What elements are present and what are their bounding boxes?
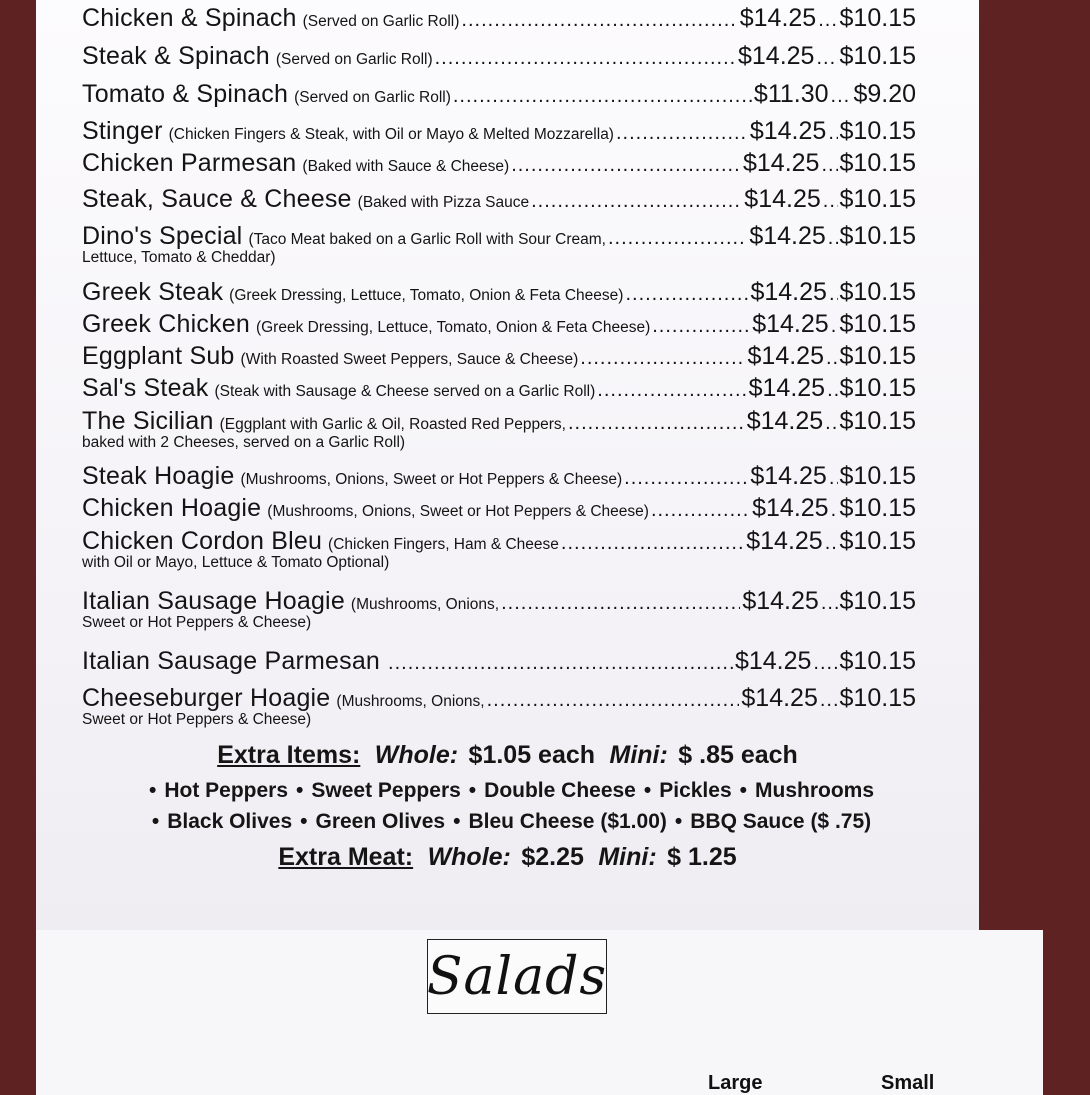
item-price-large: $14.25 <box>734 647 812 675</box>
menu-item-row <box>82 149 916 183</box>
item-name: Chicken Hoagie <box>82 494 262 522</box>
extra-whole-price: $1.05 each <box>468 741 596 769</box>
item-price-small: $10.15 <box>839 117 916 145</box>
dot-leader <box>453 85 752 108</box>
item-price-large: $14.25 <box>742 587 819 615</box>
extra-option <box>141 779 288 802</box>
extra-items-line <box>36 741 979 770</box>
dot-leader <box>831 315 838 338</box>
item-description: (Mushrooms, Onions, Sweet or Hot Peppers & Cheese) <box>267 503 649 520</box>
item-description-continued: Sweet or Hot Peppers & Cheese) <box>82 711 312 728</box>
column-large-label: Large <box>708 1072 763 1094</box>
item-price-small: $10.15 <box>839 527 916 555</box>
item-description: (With Roasted Sweet Peppers, Sauce & Cheese) <box>240 351 579 368</box>
dot-leader <box>825 412 837 435</box>
extra-topping: Green Olives <box>315 810 446 833</box>
extra-option <box>288 779 461 802</box>
extra-topping: Bleu Cheese ($1.00) <box>468 810 667 833</box>
column-small-label: Small <box>881 1072 935 1094</box>
item-description-continued: Lettuce, Tomato & Cheddar) <box>82 249 276 266</box>
dot-leader <box>501 592 740 615</box>
dot-leader <box>825 532 838 555</box>
dot-leader <box>568 412 745 435</box>
extra-items-title: Extra Items: <box>217 741 361 769</box>
item-name: Dino's Special <box>82 222 243 250</box>
item-price-small: $10.15 <box>839 462 916 490</box>
extra-topping: BBQ Sauce ($ .75) <box>690 810 872 833</box>
dot-leader <box>820 689 838 712</box>
item-name: Eggplant Sub <box>82 342 235 370</box>
item-price-large: $14.25 <box>749 222 826 250</box>
item-name: Sal's Steak <box>82 374 209 402</box>
salads-heading-box <box>427 939 607 1014</box>
item-description-continued: with Oil or Mayo, Lettuce & Tomato Optional) <box>82 554 390 571</box>
item-description: (Chicken Fingers & Steak, with Oil or Mayo & Melted Mozzarella) <box>168 126 614 143</box>
dot-leader <box>388 652 733 675</box>
item-price-large: $14.25 <box>746 407 824 435</box>
item-price-small: $10.15 <box>839 185 916 213</box>
bullet-icon: • <box>468 779 477 802</box>
item-price-large: $14.25 <box>747 342 824 370</box>
menu-item-row <box>82 462 916 496</box>
extra-option <box>144 810 292 833</box>
menu-item-row <box>82 494 916 528</box>
extra-topping: Sweet Peppers <box>311 779 461 802</box>
item-price-large: $14.25 <box>744 185 821 213</box>
dot-leader <box>827 379 837 402</box>
item-price-small: $10.15 <box>839 310 916 338</box>
menu-item-row <box>82 80 916 114</box>
item-price-large: $14.25 <box>746 527 823 555</box>
item-price-small: $10.15 <box>839 4 916 32</box>
bullet-icon: • <box>296 779 304 802</box>
item-description: (Baked with Pizza Sauce <box>357 194 530 211</box>
item-description: (Greek Dressing, Lettuce, Tomato, Onion & Feta Cheese) <box>229 287 624 304</box>
dot-leader <box>652 315 750 338</box>
item-price-large: $14.25 <box>743 149 820 177</box>
menu-item-row <box>82 527 916 572</box>
item-price-large: $11.30 <box>753 80 829 108</box>
dot-leader <box>831 85 852 108</box>
dot-leader <box>531 190 742 213</box>
menu-item-row <box>82 684 916 729</box>
dot-leader <box>597 379 746 402</box>
dot-leader <box>828 227 838 250</box>
extra-topping: Black Olives <box>167 810 293 833</box>
item-description: (Served on Garlic Roll) <box>275 51 433 68</box>
item-name: Italian Sausage Parmesan <box>82 647 381 675</box>
extra-option <box>461 779 636 802</box>
item-price-large: $14.25 <box>749 117 827 145</box>
dot-leader <box>616 122 748 145</box>
extra-meat-mini-price: $ 1.25 <box>667 843 737 871</box>
item-price-small: $10.15 <box>839 494 916 522</box>
item-price-small: $10.15 <box>839 374 916 402</box>
extra-meat-whole-price: $2.25 <box>521 843 584 871</box>
item-name: Cheeseburger Hoagie <box>82 684 331 712</box>
item-price-large: $14.25 <box>752 494 829 522</box>
item-price-large: $14.25 <box>752 310 829 338</box>
extra-meat-mini-label: Mini: <box>598 843 657 871</box>
item-description-continued: Sweet or Hot Peppers & Cheese) <box>82 614 312 631</box>
dot-leader <box>561 532 744 555</box>
extras-line-1 <box>36 779 979 803</box>
extra-topping: Double Cheese <box>484 779 636 802</box>
item-name: Greek Steak <box>82 278 224 306</box>
item-description: (Steak with Sausage & Cheese served on a Garlic Roll) <box>214 383 596 400</box>
item-price-small: $10.15 <box>839 587 916 615</box>
menu-item-row <box>82 117 916 151</box>
dot-leader <box>816 47 837 70</box>
item-name: Steak Hoagie <box>82 462 235 490</box>
item-price-small: $10.15 <box>839 684 916 712</box>
item-price-small: $10.15 <box>839 342 916 370</box>
extras-line-2 <box>36 810 979 834</box>
dot-leader <box>818 9 837 32</box>
menu-item-row <box>82 278 916 312</box>
menu-item-row <box>82 342 916 376</box>
item-price-large: $14.25 <box>738 42 815 70</box>
item-price-small: $10.15 <box>839 278 916 306</box>
menu-item-row <box>82 647 916 681</box>
item-name: Steak, Sauce & Cheese <box>82 185 352 213</box>
dot-leader <box>829 283 838 306</box>
bullet-icon: • <box>674 810 683 833</box>
dot-leader <box>813 652 837 675</box>
bullet-icon: • <box>300 810 308 833</box>
extra-option <box>667 810 871 833</box>
dot-leader <box>624 467 748 490</box>
item-description: (Served on Garlic Roll) <box>294 89 451 106</box>
item-description: (Served on Garlic Roll) <box>302 13 460 30</box>
item-price-large: $14.25 <box>741 684 818 712</box>
dot-leader <box>651 499 750 522</box>
extra-topping: Pickles <box>659 779 732 802</box>
menu-item-row <box>82 587 916 632</box>
menu-item-row <box>82 222 916 267</box>
item-name: Italian Sausage Hoagie <box>82 587 345 615</box>
item-name: Steak & Spinach <box>82 42 270 70</box>
item-price-small: $10.15 <box>839 647 916 675</box>
bullet-icon: • <box>739 779 747 802</box>
menu-item-row <box>82 407 916 452</box>
item-price-large: $14.25 <box>748 374 826 402</box>
item-description: (Mushrooms, Onions, <box>336 693 485 710</box>
extra-option <box>732 779 874 802</box>
item-description: (Eggplant with Garlic & Oil, Roasted Red Peppers, <box>219 416 566 433</box>
menu-item-row <box>82 42 916 76</box>
extra-topping: Mushrooms <box>755 779 875 802</box>
bullet-icon: • <box>151 810 160 833</box>
extra-option <box>445 810 667 833</box>
dot-leader <box>828 122 837 145</box>
dot-leader <box>826 347 838 370</box>
bullet-icon: • <box>148 779 157 802</box>
item-description: (Greek Dressing, Lettuce, Tomato, Onion & Feta Cheese) <box>255 319 651 336</box>
menu-item-row <box>82 374 916 408</box>
salads-title: Salads <box>426 946 608 1007</box>
extra-mini-price: $ .85 each <box>678 741 798 769</box>
dot-leader <box>821 154 837 177</box>
extra-meat-line <box>36 843 979 872</box>
extra-meat-title: Extra Meat: <box>278 843 414 871</box>
dot-leader <box>823 190 838 213</box>
item-description-continued: baked with 2 Cheeses, served on a Garlic Roll) <box>82 434 406 451</box>
extra-mini-label: Mini: <box>609 741 668 769</box>
dot-leader <box>435 47 736 70</box>
item-price-large: $14.25 <box>750 278 827 306</box>
item-price-small: $10.15 <box>839 42 916 70</box>
dot-leader <box>625 283 748 306</box>
menu-item-row <box>82 185 916 219</box>
menu-item-row <box>82 310 916 344</box>
item-price-small: $9.20 <box>853 80 916 108</box>
bullet-icon: • <box>643 779 652 802</box>
item-price-small: $10.15 <box>839 222 916 250</box>
item-name: The Sicilian <box>82 407 214 435</box>
extra-meat-whole-label: Whole: <box>427 843 511 871</box>
item-price-small: $10.15 <box>839 407 916 435</box>
extra-option <box>636 779 732 802</box>
item-name: Chicken & Spinach <box>82 4 297 32</box>
dot-leader <box>821 592 838 615</box>
menu-item-row <box>82 4 916 38</box>
item-price-large: $14.25 <box>750 462 827 490</box>
dot-leader <box>831 499 838 522</box>
item-name: Chicken Cordon Bleu <box>82 527 323 555</box>
item-price-small: $10.15 <box>839 149 916 177</box>
extra-whole-label: Whole: <box>374 741 459 769</box>
item-name: Greek Chicken <box>82 310 250 338</box>
item-description: (Baked with Sauce & Cheese) <box>302 158 510 175</box>
item-name: Tomato & Spinach <box>82 80 289 108</box>
item-description: (Mushrooms, Onions, <box>350 596 500 613</box>
item-name: Stinger <box>82 117 163 145</box>
item-name: Chicken Parmesan <box>82 149 297 177</box>
item-description: (Chicken Fingers, Ham & Cheese <box>328 536 559 553</box>
extra-option <box>292 810 445 833</box>
dot-leader <box>580 347 745 370</box>
item-price-large: $14.25 <box>739 4 817 32</box>
extra-topping: Hot Peppers <box>164 779 289 802</box>
bullet-icon: • <box>453 810 461 833</box>
dot-leader <box>511 154 741 177</box>
dot-leader <box>487 689 740 712</box>
dot-leader <box>829 467 838 490</box>
dot-leader <box>608 227 747 250</box>
dot-leader <box>461 9 737 32</box>
item-description: (Taco Meat baked on a Garlic Roll with Sour Cream, <box>248 231 606 248</box>
item-description: (Mushrooms, Onions, Sweet or Hot Peppers & Cheese) <box>240 471 623 488</box>
